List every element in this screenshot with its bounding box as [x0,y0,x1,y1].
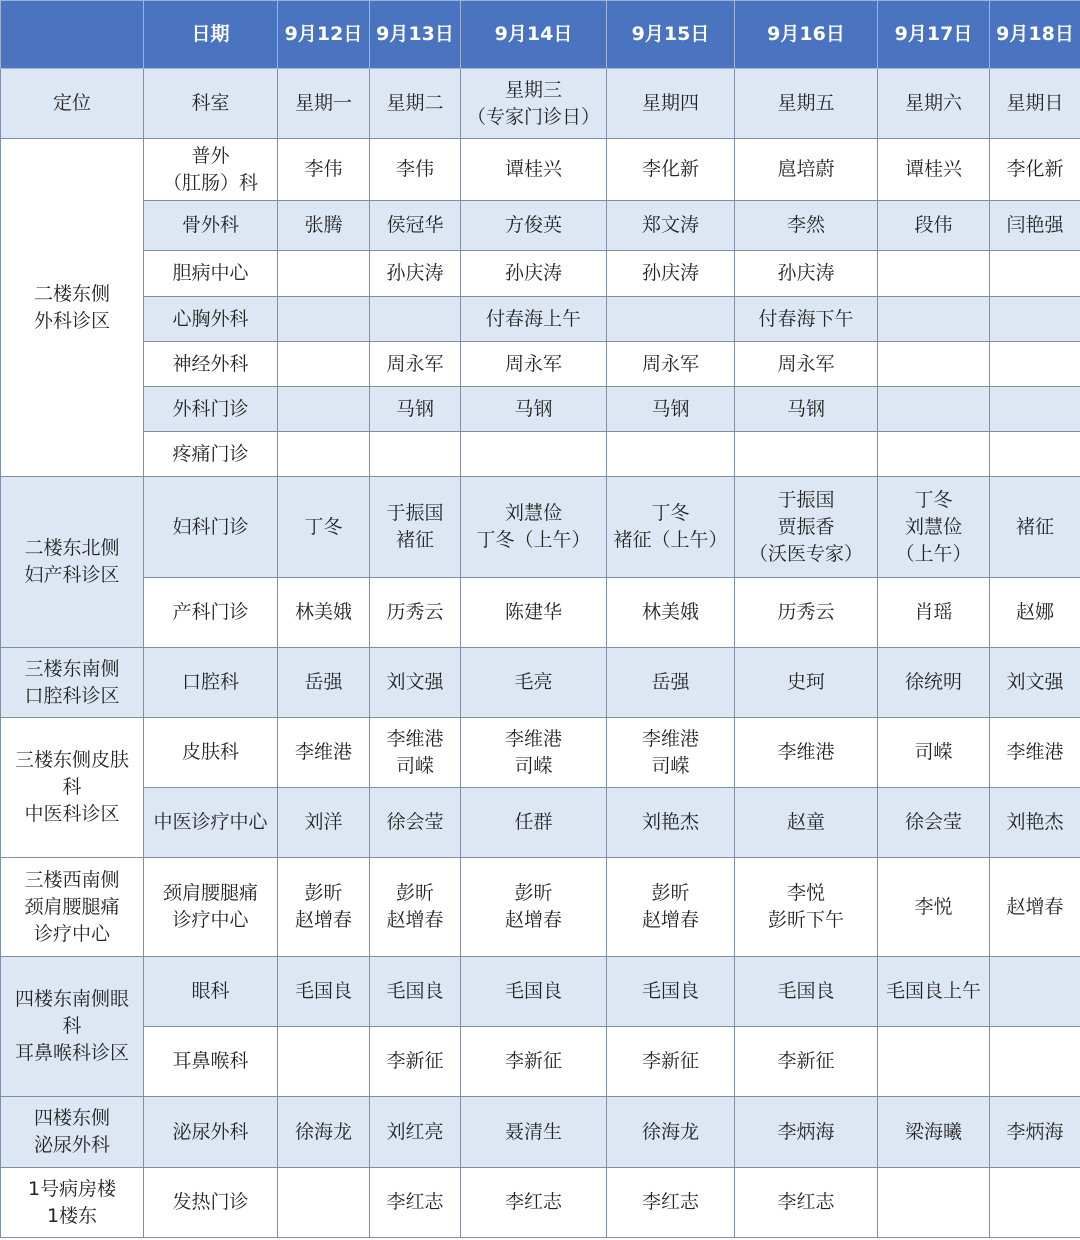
weekday-cell: 星期四 [607,69,735,139]
table-row [1,432,1080,477]
doctor-cell: 于振国 贾振香 （沃医专家） [735,477,878,578]
dept-name: 心胸外科 [144,297,278,342]
doctor-cell: 马钢 [370,387,461,432]
doctor-cell: 闫艳强 [990,201,1080,251]
doctor-cell: 李红志 [370,1168,461,1238]
doctor-cell: 周永军 [461,342,607,387]
doctor-cell: 彭昕 赵增春 [607,858,735,957]
doctor-cell [607,432,735,477]
doctor-cell: 赵增春 [990,858,1080,957]
doctor-cell: 李新征 [735,1027,878,1097]
weekday-cell: 星期五 [735,69,878,139]
doctor-cell [878,251,990,297]
doctor-cell [278,1168,370,1238]
doctor-cell [990,342,1080,387]
doctor-cell [990,297,1080,342]
doctor-cell: 李炳海 [735,1097,878,1168]
doctor-cell: 徐海龙 [278,1097,370,1168]
doctor-cell [990,251,1080,297]
doctor-cell: 马钢 [735,387,878,432]
dept-name: 发热门诊 [144,1168,278,1238]
doctor-cell: 李然 [735,201,878,251]
zone-location: 1号病房楼 1楼东 [1,1168,144,1238]
doctor-cell [878,342,990,387]
doctor-cell: 岳强 [278,648,370,718]
dept-name: 疼痛门诊 [144,432,278,477]
zone-location: 三楼东侧皮肤 科 中医科诊区 [1,718,144,858]
doctor-cell: 周永军 [607,342,735,387]
dept-name: 中医诊疗中心 [144,788,278,858]
doctor-cell: 李化新 [607,139,735,201]
location-label: 定位 [1,69,144,139]
doctor-cell: 刘文强 [370,648,461,718]
doctor-cell [370,297,461,342]
date-header: 9月15日 [607,1,735,69]
doctor-cell [990,957,1080,1027]
table-row [1,578,1080,648]
doctor-cell: 李维港 司嵘 [461,718,607,788]
doctor-cell: 侯冠华 [370,201,461,251]
table-row [1,297,1080,342]
doctor-cell: 郑文涛 [607,201,735,251]
doctor-cell: 陈建华 [461,578,607,648]
table-row [1,1027,1080,1097]
doctor-cell: 李新征 [461,1027,607,1097]
doctor-cell: 方俊英 [461,201,607,251]
doctor-cell: 丁冬 褚征（上午） [607,477,735,578]
doctor-cell: 孙庆涛 [607,251,735,297]
doctor-cell: 扈培蔚 [735,139,878,201]
doctor-cell [990,1168,1080,1238]
doctor-cell [370,432,461,477]
zone-location: 四楼东侧 泌尿外科 [1,1097,144,1168]
doctor-cell [278,1027,370,1097]
date-header: 9月16日 [735,1,878,69]
doctor-cell: 李维港 [278,718,370,788]
doctor-cell: 李新征 [607,1027,735,1097]
doctor-cell: 孙庆涛 [461,251,607,297]
doctor-cell [878,297,990,342]
doctor-cell: 徐统明 [878,648,990,718]
zone-location: 二楼东北侧 妇产科诊区 [1,477,144,648]
doctor-cell: 刘红亮 [370,1097,461,1168]
doctor-cell: 褚征 [990,477,1080,578]
date-header-row [1,1,1080,69]
zone-location: 四楼东南侧眼 科 耳鼻喉科诊区 [1,957,144,1097]
dept-name: 妇科门诊 [144,477,278,578]
dept-name: 耳鼻喉科 [144,1027,278,1097]
doctor-cell [278,432,370,477]
doctor-cell: 段伟 [878,201,990,251]
table-row [1,201,1080,251]
doctor-cell: 李伟 [278,139,370,201]
doctor-cell: 彭昕 赵增春 [370,858,461,957]
date-header: 9月13日 [370,1,461,69]
table-row [1,251,1080,297]
doctor-cell: 李悦 彭昕下午 [735,858,878,957]
dept-name: 产科门诊 [144,578,278,648]
doctor-cell: 史珂 [735,648,878,718]
doctor-cell: 历秀云 [370,578,461,648]
date-header: 9月17日 [878,1,990,69]
date-header: 9月12日 [278,1,370,69]
doctor-cell [607,297,735,342]
doctor-cell: 李伟 [370,139,461,201]
weekday-cell: 星期三 （专家门诊日） [461,69,607,139]
doctor-cell: 李维港 司嵘 [370,718,461,788]
doctor-cell [878,1168,990,1238]
doctor-cell [990,1027,1080,1097]
doctor-cell: 周永军 [370,342,461,387]
doctor-cell: 毛亮 [461,648,607,718]
weekday-cell: 星期六 [878,69,990,139]
dept-name: 胆病中心 [144,251,278,297]
doctor-cell: 马钢 [607,387,735,432]
doctor-cell: 于振国 褚征 [370,477,461,578]
doctor-cell [278,387,370,432]
dept-name: 颈肩腰腿痛 诊疗中心 [144,858,278,957]
weekday-cell: 星期一 [278,69,370,139]
doctor-cell: 李炳海 [990,1097,1080,1168]
table-row [1,858,1080,957]
weekday-cell: 星期日 [990,69,1080,139]
dept-label: 科室 [144,69,278,139]
doctor-cell: 刘艳杰 [607,788,735,858]
doctor-cell: 李新征 [370,1027,461,1097]
table-row [1,1168,1080,1238]
doctor-cell: 毛国良 [461,957,607,1027]
doctor-cell: 孙庆涛 [735,251,878,297]
weekday-row [1,69,1080,139]
zone-location: 二楼东侧 外科诊区 [1,139,144,477]
doctor-cell: 毛国良 [735,957,878,1027]
header-corner [1,1,144,69]
doctor-cell: 毛国良 [370,957,461,1027]
dept-name: 泌尿外科 [144,1097,278,1168]
table-row [1,477,1080,578]
doctor-cell: 李红志 [607,1168,735,1238]
doctor-cell: 丁冬 [278,477,370,578]
doctor-cell [278,342,370,387]
zone-location: 三楼西南侧 颈肩腰腿痛 诊疗中心 [1,858,144,957]
table-row [1,957,1080,1027]
doctor-cell: 孙庆涛 [370,251,461,297]
doctor-cell: 赵娜 [990,578,1080,648]
doctor-cell: 彭昕 赵增春 [461,858,607,957]
doctor-cell: 徐海龙 [607,1097,735,1168]
table-row [1,1097,1080,1168]
dept-name: 眼科 [144,957,278,1027]
weekday-cell: 星期二 [370,69,461,139]
doctor-cell: 李悦 [878,858,990,957]
doctor-cell: 付春海下午 [735,297,878,342]
table-row [1,648,1080,718]
dept-name: 骨外科 [144,201,278,251]
doctor-cell: 丁冬 刘慧俭 （上午） [878,477,990,578]
dept-name: 口腔科 [144,648,278,718]
zone-location: 三楼东南侧 口腔科诊区 [1,648,144,718]
doctor-cell: 李维港 [735,718,878,788]
dept-name: 神经外科 [144,342,278,387]
table-row [1,788,1080,858]
dept-name: 皮肤科 [144,718,278,788]
doctor-cell: 彭昕 赵增春 [278,858,370,957]
doctor-cell: 徐会莹 [878,788,990,858]
table-row [1,139,1080,201]
doctor-cell [878,1027,990,1097]
date-header: 9月14日 [461,1,607,69]
doctor-cell [735,432,878,477]
doctor-cell: 李维港 [990,718,1080,788]
doctor-cell: 刘洋 [278,788,370,858]
doctor-cell: 梁海曦 [878,1097,990,1168]
doctor-cell [278,251,370,297]
doctor-cell [990,432,1080,477]
doctor-cell: 毛国良 [607,957,735,1027]
doctor-cell: 周永军 [735,342,878,387]
table-row [1,718,1080,788]
doctor-cell [461,432,607,477]
doctor-cell [990,387,1080,432]
date-label: 日期 [144,1,278,69]
doctor-cell: 任群 [461,788,607,858]
doctor-cell: 李化新 [990,139,1080,201]
doctor-cell: 毛国良上午 [878,957,990,1027]
doctor-cell: 赵童 [735,788,878,858]
doctor-cell: 付春海上午 [461,297,607,342]
doctor-cell: 司嵘 [878,718,990,788]
doctor-cell: 林美娥 [278,578,370,648]
doctor-cell [878,432,990,477]
doctor-cell: 林美娥 [607,578,735,648]
doctor-cell: 李红志 [461,1168,607,1238]
doctor-cell: 岳强 [607,648,735,718]
table-row [1,387,1080,432]
doctor-cell: 张腾 [278,201,370,251]
table-row [1,342,1080,387]
doctor-cell: 李红志 [735,1168,878,1238]
doctor-cell: 谭桂兴 [878,139,990,201]
doctor-cell [278,297,370,342]
date-header: 9月18日 [990,1,1080,69]
doctor-cell: 刘文强 [990,648,1080,718]
doctor-cell: 历秀云 [735,578,878,648]
doctor-cell: 肖瑶 [878,578,990,648]
doctor-cell: 刘艳杰 [990,788,1080,858]
dept-name: 外科门诊 [144,387,278,432]
doctor-cell: 李维港 司嵘 [607,718,735,788]
doctor-cell: 谭桂兴 [461,139,607,201]
doctor-cell [878,387,990,432]
dept-name: 普外 （肛肠）科 [144,139,278,201]
doctor-cell: 毛国良 [278,957,370,1027]
doctor-cell: 聂清生 [461,1097,607,1168]
doctor-cell: 刘慧俭 丁冬（上午） [461,477,607,578]
doctor-cell: 徐会莹 [370,788,461,858]
doctor-cell: 马钢 [461,387,607,432]
